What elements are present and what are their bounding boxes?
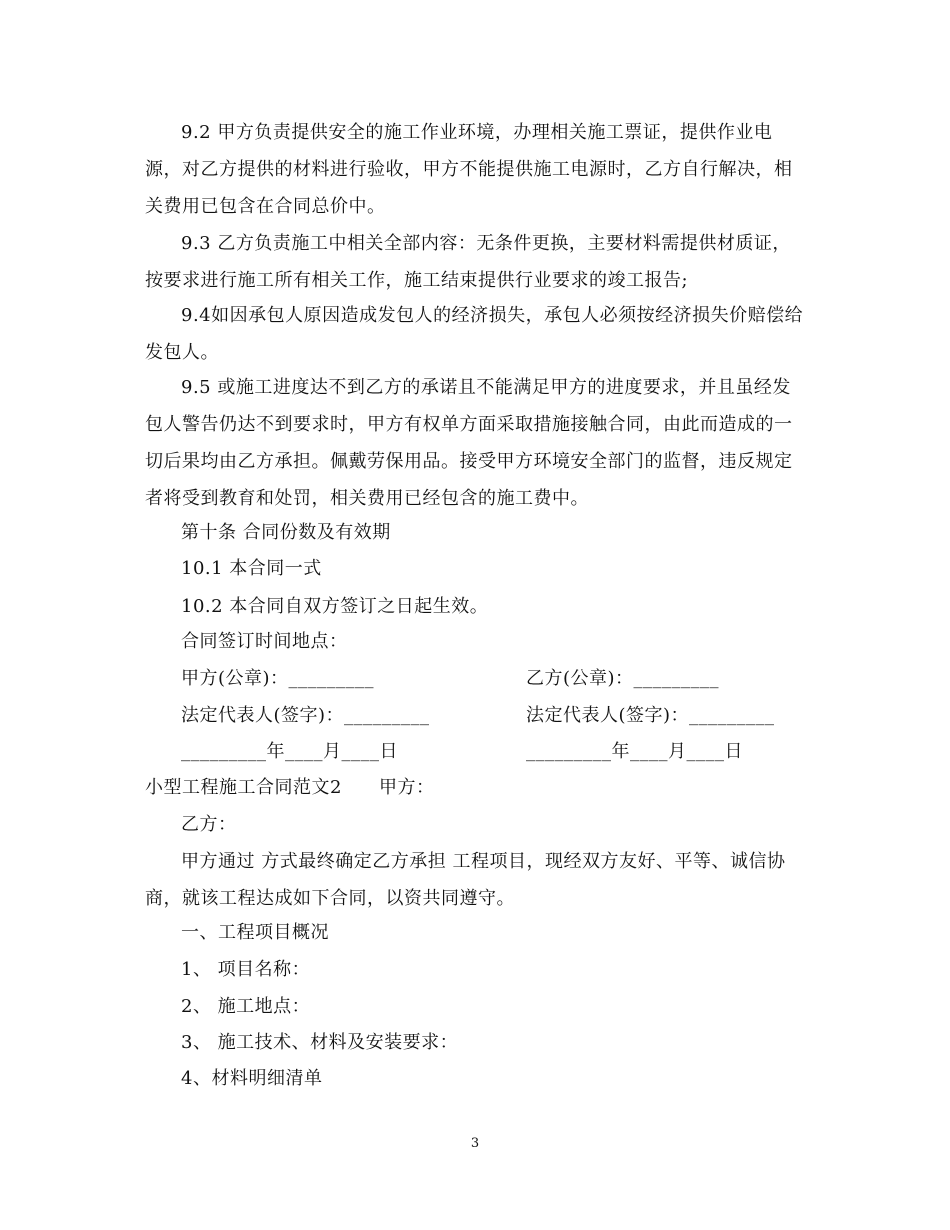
clause-10-1: 10.1 本合同一式 [181,558,322,579]
item-1-project-name: 1、 项目名称： [181,959,311,980]
sample-2-party-b: 乙方： [181,814,237,835]
party-b-representative: 法定代表人(签字)：_________ [526,705,775,726]
clause-10-2: 10.2 本合同自双方签订之日起生效。 [181,596,489,617]
party-a-seal: 甲方(公章)：_________ [181,668,375,689]
item-4-material-list: 4、材料明细清单 [181,1068,323,1089]
party-a-date: _________年____月____日 [181,741,398,762]
section-1-title: 一、工程项目概况 [181,922,329,943]
sign-time-place: 合同签订时间地点： [181,631,348,652]
article-10-title: 第十条 合同份数及有效期 [181,522,391,543]
item-3-requirements: 3、 施工技术、材料及安装要求： [181,1032,459,1053]
page-number: 3 [470,1136,480,1151]
party-a-representative: 法定代表人(签字)：_________ [181,705,430,726]
party-b-seal: 乙方(公章)：_________ [526,668,720,689]
clause-9-5: 9.5 或施工进度达不到乙方的承诺且不能满足甲方的进度要求，并且虽经发包人警告仍达不到要求时，甲方有权单方面采取措施接触合同，由此而造成的一切后果均由乙方承担。佩戴劳保用品。接受甲方环境安全部门的监督，违反规定者将受到教育和处罚，相关费用已经包含的施工费中。 [145,377,793,509]
sample-2-title: 小型工程施工合同范文2 甲方： [145,777,435,798]
clause-9-2: 9.2 甲方负责提供安全的施工作业环境，办理相关施工票证，提供作业电源，对乙方提供的材料进行验收，甲方不能提供施工电源时，乙方自行解决，相关费用已包含在合同总价中。 [145,122,793,217]
clause-9-4: 9.4如因承包人原因造成发包人的经济损失，承包人必须按经济损失价赔偿给发包人。 [145,305,804,363]
clause-9-3: 9.3 乙方负责施工中相关全部内容：无条件更换，主要材料需提供材质证，按要求进行施工所有相关工作，施工结束提供行业要求的竣工报告; [145,233,791,291]
sample-2-intro: 甲方通过 方式最终确定乙方承担 工程项目，现经双方友好、平等、诚信协商，就该工程达成如下合同，以资共同遵守。 [145,851,786,909]
party-b-date: _________年____月____日 [526,741,743,762]
item-2-site: 2、 施工地点： [181,996,311,1017]
